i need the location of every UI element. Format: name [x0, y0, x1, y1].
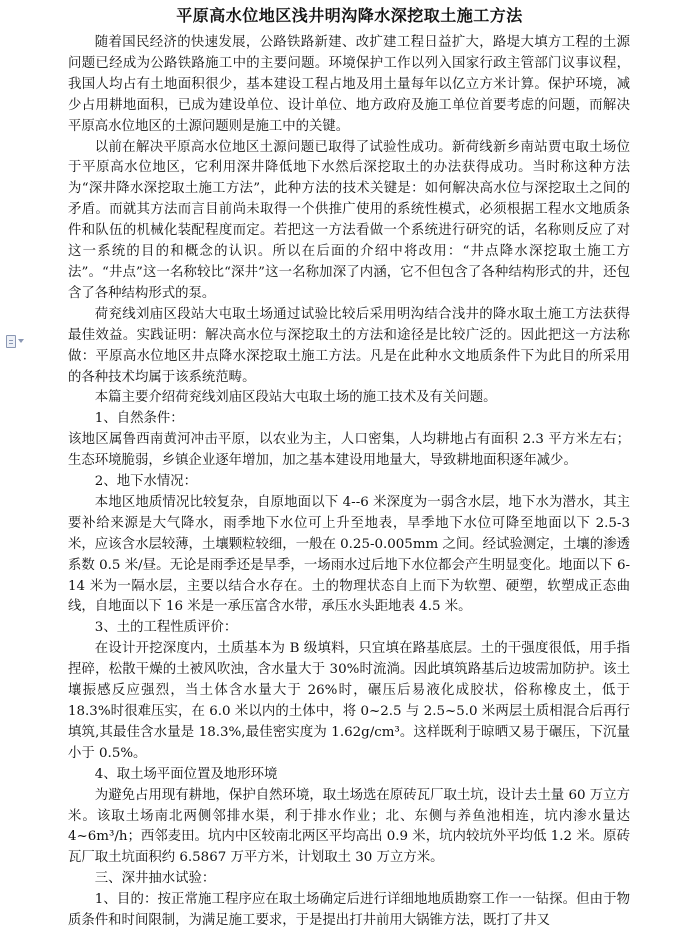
document-body: [68, 33, 630, 932]
paragraph: 以前在解决平原高水位地区土源问题已取得了试验性成功。新荷线新乡南站贾屯取土场位于平原高水位地区，它利用深井降低地下水然后深挖取土的办法获得成功。当时称这种方法为“深井降水深挖取土施工方法”，此种方法的技术关键是：如何解决高水位与深挖取土之间的矛盾。而就其方法而言目前尚未取得一个供推广使用的系统性模式，必须根据工程水文地质条件和队伍的机械化装配程度而定。若把这一方法看做一个系统进行研究的话，名称则反应了对这一系统的目的和概念的认识。所以在后面的介绍中将改用：“井点降水深挖取土施工方法”。“井点”这一名称较比“深井”这一名称加深了内涵，它不但包含了各种结构形式的井，还包含了各种结构形式的泵。: [68, 139, 630, 301]
section-heading: 3、土的工程性质评价：: [94, 620, 238, 636]
paragraph: 荷兖线刘庙区段站大屯取土场通过试验比较后采用明沟结合浅井的降水取土施工方法获得最佳效益。实践证明：解决高水位与深挖取土的方法和途径是比较广泛的。因此把这一方法称做：平原高水位地区井点降水深挖取土施工方法。凡是在此种水文地质条件下为此目的所采用的各种技术均属于该系统范畴。: [68, 306, 630, 385]
document-glyph: [6, 335, 16, 348]
document-icon[interactable]: [6, 333, 32, 349]
paragraph: 为避免占用现有耕地，保护自然环境，取土场选在原砖瓦厂取土坑，设计去土量 60 万立方米。该取土场南北两侧邻排水渠，利于排水作业；北、东侧与养鱼池相连，坑内渗水量达 4~6m³/h；西邻麦田。坑内中区较南北两区平均高出 0.9 米，坑内较坑外平均低 1.2 米。原砖瓦厂取土坑面积约 6.5867 万平方米，计划取土 30 万立方米。: [68, 787, 630, 866]
chevron-down-icon: [18, 339, 24, 343]
paragraph: 在设计开挖深度内，土质基本为 B 级填料，只宜填在路基底层。土的干强度很低，用手指捏碎，松散干燥的土被风吹浊，含水量大于 30%时流淌。因此填筑路基后边坡需加防护。该土壤振感反应强烈，当土体含水量大于 26%时，碾压后易液化成胶状，俗称橡皮土，低于 18.3%时很难压实，在 6.0 米以内的土体中，将 0~2.5 与 2.5~5.0 米两层土质相混合后再行填筑,其最佳含水量是 18.3%,最佳密实度为 1.62g/cm³。这样既利于晾晒又易于碾压，下沉量小于 0.5%。: [68, 641, 630, 761]
paragraph: 随着国民经济的快速发展，公路铁路新建、改扩建工程日益扩大，路堤大填方工程的土源问题已经成为公路铁路施工中的主要问题。环境保护工作以列入国家行政主管部门议事议程，我国人均占有土地面积很少，基本建设工程占地及用土量每年以亿立方米计算。保护环境，减少占用耕地面积，已成为建设单位、设计单位、地方政府及施工单位首要考虑的问题，而解决平原高水位地区的土源问题则是施工中的关键。: [68, 35, 630, 134]
section-heading: 三、深井抽水试验：: [94, 871, 216, 887]
section-heading: 4、取土场平面位置及地形环境: [94, 766, 278, 782]
paragraph: 1、目的：按正常施工程序应在取土场确定后进行详细地地质勘察工作一一钻探。但由于物质条件和时间限制，为满足施工要求，于是提出打井前用大锅锥方法，既打了井又: [68, 892, 630, 929]
section-heading: 2、地下水情况：: [94, 474, 198, 490]
document-title: 平原高水位地区浅井明沟降水深挖取土施工方法: [176, 6, 523, 25]
paragraph: 本篇主要介绍荷兖线刘庙区段站大屯取土场的施工技术及有关问题。: [94, 390, 497, 406]
paragraph: 本地区地质情况比较复杂，自原地面以下 4--6 米深度为一弱含水层，地下水为潜水，其主要补给来源是大气降水，雨季地下水位可上升至地表，旱季地下水位可降至地面以下 2.5-3 米，应该含水层较薄，土壤颗粒较细，一般在 0.25-0.005mm 之间。经试验测定，土壤的渗透系数 0.5 米/昼。无论是雨季还是旱季，一场雨水过后地下水位都会产生明显变化。地面以下 6-14 米为一隔水层，主要以结合水存在。土的物理状态自上而下为软塑、硬塑，软塑成正态曲线，自地面以下 16 米是一承压富含水带，承压水头距地表 4.5 米。: [68, 494, 630, 615]
section-heading: 1、自然条件：: [94, 411, 184, 427]
paragraph: 该地区属鲁西南黄河冲击平原，以农业为主，人口密集，人均耕地占有面积 2.3 平方米左右；生态环境脆弱，乡镇企业逐年增加，加之基本建设用地量大，导致耕地面积逐年减少。: [68, 432, 630, 469]
